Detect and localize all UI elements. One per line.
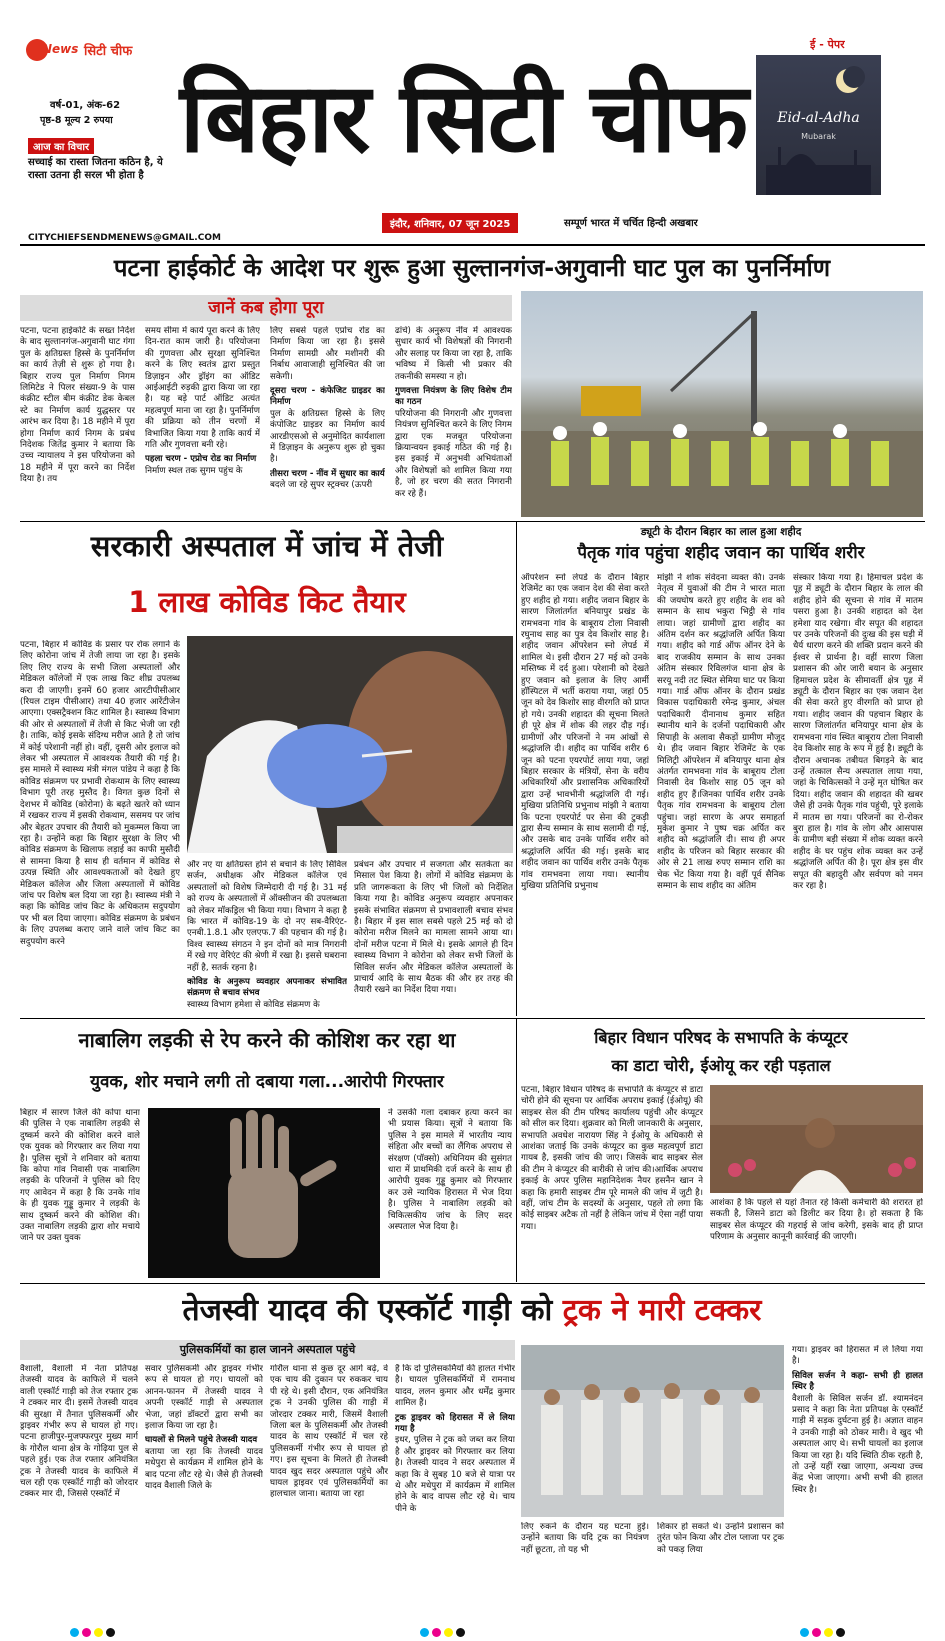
black-dot [456, 1628, 465, 1637]
story5-col2: आशंका है कि पहले से यहां तैनात रहे किसी कर्मचारी की शरारत हो सकती है, जिसने डाटा को डिलीट कर दिया है। हो सकता है कि साइबर सेल कंप्यूटर की गहराई से जांच करेगी, इसके बाद ही प्राप्त परिणाम के अनुसार कानूनी कार्रवाई की जाएगी। [710, 1198, 923, 1243]
story4-headline1: नाबालिग लड़की से रेप करने की कोशिश कर रहा था [78, 1028, 456, 1052]
story6-col1: वैशाली, वैशाली में नेता प्रतिपक्ष तेजस्वी यादव के काफिले में चलने वाली एस्कॉर्ट गाड़ी को तेज रफ्तार ट्रक ने टक्कर मार दी। इसमें तेजस्वी यादव की सुरक्षा में तैनात पुलिसकर्मी और ड्राइवर गंभीर रूप से घायल हो गए। पटना हाजीपुर-मुजफ्फरपुर मुख्य मार्ग के गोरौल थाना क्षेत्र के गोढ़िया पुल से पहले हुई। एक तेज रफ्तार अनियंत्रित ट्रक ने तेजस्वी यादव के काफिले में चल रही एक एस्कॉर्ट गाड़ी को जोरदार टक्कर मार दी, जिससे एस्कॉर्ट में [20, 1364, 138, 1500]
story1-col3-subhead1: दूसरा चरण - कंफेजिट ग्राइडर का निर्माण [270, 386, 385, 408]
magenta-dot [812, 1628, 821, 1637]
bridge-site-illustration [521, 291, 923, 517]
story3-col2: मांझी ने शोक संवेदना व्यक्त की। उनके नेतृत्व में युवाओं की टीम ने भारत माता की जयघोष करते हुए शहीद के शव को सम्मान के साथ भकुरा भिट्ठी से गांव लाया। जहां ग्रामीणों द्वारा शहीद का अंतिम दर्शन कर श्रद्धांजलि अर्पित किया गया। शहीद को गार्ड ऑफ ऑनर देने के बाद राजकीय सम्मान के साथ उनका अंतिम संस्कार रिविलगंज थाना क्षेत्र के सरयू नदी तट स्थित सेमिया घाट पर किया गया। गार्ड ऑफ ऑनर के दौरान प्रखंड विकास पदाधिकारी रमेन्द्र कुमार, अंचल पदाधिकारी दीनानाथ कुमार सहित स्थानीय थाने के दर्जनों पदाधिकारी और सिपाही के अलावा सैकड़ों ग्रामीण मौजूद थे। हीद जवान बिहार रेजिमेंट के एक मिलिट्री ऑपरेशन में बनियापुर थाना क्षेत्र अंतर्गत रामभवना गांव के बाबूराय टोला निवासी देव किशोर साह 05 जून को शहीद हुए हैं।जिनका पार्थिव शरीर उनके पैतृक गांव रामभवना के बाबूराय टोला पहुंचा। जहां सारण के अपर समाहर्ता मुकेश कुमार ने पुष्प चक्र अर्पित कर शहीद को श्रद्धांजलि दी। साथ ही अपर शहीद के परिजन को बिहार सरकार की ओर से 21 लाख रुपए सम्मान राशि का चेक भेंट किया गया है। वहीं पूर्व सैनिक सम्मान के साथ शहीद का अंतिम [657, 573, 785, 891]
hand-illustration [148, 1108, 380, 1278]
hospital-visit-photo [521, 1345, 784, 1517]
assault-hand-photo [148, 1108, 380, 1278]
bridge-site-photo [521, 291, 923, 517]
story5-headline2: का डाटा चोरी, ईओयू कर रही पड़ताल [611, 1056, 831, 1075]
story6-subhead-bar [20, 1340, 515, 1360]
newspaper-title: बिहार सिटी चीफ [179, 61, 747, 174]
chairman-illustration [710, 1085, 923, 1193]
quote-box [28, 135, 170, 185]
story3-col3: संस्कार किया गया है। हिमाचल प्रदेश के पूह में ड्यूटी के दौरान बिहार के लाल की शहीद होने की सूचना से गांव में मातम पसरा हुआ है। उनकी शहादत को देश हमेशा याद रखेगा। वीर सपूत की शहादत पर उनके परिजनों की दुःख की इस घड़ी में धैर्य धारण करने की शक्ति प्रदान करने की ईश्वर से प्रार्थना है। वहीं सारण जिला प्रशासन की ओर जारी बयान के अनुसार हिमाचल प्रदेश के सीमावर्ती क्षेत्र पूह में ड्यूटी के दौरान बिहार का एक जवान देश की सेवा करते हुए वीरगति को प्राप्त हो गया। शहीद जवान की पहचान बिहार के सारण जिलांतर्गत बनियापुर थाना क्षेत्र के रामभवना गांव स्थित बाबूराय टोला निवासी देव किशोर साह के रूप में हुई है। ड्यूटी के दौरान अचानक तबीयत बिगड़ने के बाद उन्हें तत्काल सैन्य अस्पताल लाया गया, जहां के चिकित्सकों ने उन्हें मृत घोषित कर दिया। शहीद जवान की शहादत की खबर जैसे ही उनके पैतृक गांव पहुंची, पूरे इलाके में मातम छा गया। परिजनों का रो-रोकर बुरा हाल है। गांव के लोग और आसपास के ग्रामीण बड़ी संख्या में शोक व्यक्त करने शहीद के घर पहुंच शोक व्यक्त कर उन्हें श्रद्धांजलि अर्पित की है। पूरा क्षेत्र इस वीर सपूत की बहादुरी और सर्वपण को नमन कर रहा है। [793, 573, 923, 891]
registration-marks-left [70, 1622, 118, 1641]
contact-email: CITYCHIEFSENDMENEWS@GMAIL.COM [28, 233, 221, 243]
story5-divider [516, 1019, 517, 1282]
story6-col2: सवार पुलिसकर्मी और ड्राइवर गंभीर रूप से घायल हो गए। घायलों को आनन-फानन में तेजस्वी यादव ने अपनी एस्कॉर्ट गाड़ी से अस्पताल भेजा, जहां डॉक्टरों द्वारा सभी का इलाज किया जा रहा है। घायलों से मिलने पहुंचे तेजस्वी यादव बताया जा रहा कि तेजस्वी यादव मधेपुरा से कार्यक्रम में शामिल होने के बाद पटना लौट रहे थे। जैसे ही तेजस्वी यादव वैशाली जिले के [145, 1364, 263, 1492]
story4-col2: ने उसकी गला दबाकर हत्या करने का भी प्रयास किया। सूत्रों ने बताया कि पुलिस ने इस मामले में भारतीय न्याय संहिता और बच्चों का लैंगिक अपराध से संरक्षण (पॉक्सो) अधिनियम की सुसंगत धारा में प्राथमिकी दर्ज करने के साथ ही आरोपी युवक गुड्डू कुमार को गिरफ्तार कर उसे न्यायिक हिरासत में भेज दिया है। पुलिस ने नाबालिग लड़की को चिकित्सकीय जांच के लिए सदर अस्पताल भेज दिया है। [388, 1108, 512, 1233]
story3-headline: पैतृक गांव पहुंचा शहीद जवान का पार्थिव शरीर [577, 543, 865, 563]
story6-headline [22, 1289, 922, 1333]
story6-subhead: पुलिसकर्मियों का हाल जानने अस्पताल पहुंचे [179, 1343, 356, 1356]
story2-col3: प्रबंधन और उपचार में सजगता और सतर्कता का मिसाल पेश किया है। लोगों में कोविड संक्रमण के प्रति जागरूकता के लिए भी जिलों को निर्देशित किया गया है। कोविड अनुरूप व्यवहार अपनाकर इसके संभावित संक्रमण से प्रभावशाली बचाव संभव है। बिहार में इस साल सबसे पहले 25 मई को दो कोरोना मरीज मिलने का मामला सामने आया था। दोनों मरीज पटना में मिले थे। इसके आगले ही दिन स्वास्थ्य विभाग ने कोरोना को लेकर सभी जिलों के सिविल सर्जन और मेडिकल कॉलेज अस्पतालों के प्राचार्य आदि के साथ बैठक की और हर तरह की तैयारी रखने का निर्देश दिया गया। [354, 860, 513, 996]
story1-col3-subhead2: तीसरा चरण - नींव में सुधार का कार्य [270, 468, 385, 479]
story1-col2: समय सीमा में कार्य पूरा करने के लिए दिन-रात काम जारी है। परियोजना की गुणवत्ता और सुरक्षा सुनिश्चित करने के लिए स्वतंत्र द्वारा प्रस्तुत डिज़ाइन और ड्रॉइंग का ऑडिट आईआईटी रुड़की द्वारा किया जा रहा है। यह बड़े पार्ट ऑडिट अत्यंत महत्वपूर्ण माना जा रहा है। पुनर्निर्माण की प्रक्रिया को तीन चरणों में विभाजित किया गया है ताकि कार्य में गति और गुणवत्ता बनी रहे। पहला चरण - एप्रोच रोड का निर्माण निर्माण स्थल तक सुगम पहुंच के [145, 326, 260, 476]
magenta-dot [432, 1628, 441, 1637]
eid-title: Eid-al-Adha [777, 110, 860, 126]
story6-col5: गया। ड्राइवर को हिरासत में ले लिया गया है। सिविल सर्जन ने कहा- सभी ही हालत स्थिर है वैशाली के सिविल सर्जन डॉ. श्यामनंदन प्रसाद ने कहा कि नेता प्रतिपक्ष के एस्कॉर्ट गाड़ी में सड़क दुर्घटना हुई है। अज्ञात वाहन ने उनकी गाड़ी को ठोकर मारी। वे खुद भी अस्पताल आए थे। सभी घायलों का इलाज किया जा रहा है। यदि स्थिति ठीक रहती है, तो उन्हें यहीं रखा जाएगा, अन्यथा उच्च केंद्र भेजा जाएगा। अभी सभी की हालत स्थिर है। [792, 1345, 923, 1495]
story3-col1: ऑपरेशन स्नो लेपर्ड के दौरान बिहार रेजिमेंट का एक जवान देश की सेवा करते हुए शहीद हो गया। शहीद जवान बिहार के सारण जिलांतर्गत बनियापुर प्रखंड के रामभवना गांव के बाबूराय टोला निवासी रघुनाथ साह का पुत्र देव किशोर साह है। शहीद जवान ऑपरेशन स्नो लेपर्ड में शामिल थे। इसी दौरान 27 मई को उनके मस्तिष्क में दर्द हुआ। परेशानी को देखते हुए जवान को इलाज के लिए आर्मी हॉस्पिटल में भर्ती कराया गया, जहां 05 जून को देव किशोर साह वीरगति को प्राप्त हो गये। उनकी शहादत की सूचना मिलते ही पूरे क्षेत्र में शोक की लहर दौड़ गई। ग्रामीणों और परिजनों ने नम आंखों से श्रद्धांजलि दी। शहीद का पार्थिव शरीर 6 जून को पटना एयरपोर्ट लाया गया, जहां बिहार सरकार के मंत्रियों, सेना के वरीय अधिकारियों और प्रशासनिक अधिकारियों द्वारा उन्हें भावभीनी श्रद्धांजलि दी गई। मुखिया प्रतिनिधि प्रभुनाथ मांझी ने बताया कि पटना एयरपोर्ट पर सेना की टुकड़ी द्वारा सैन्य सम्मान के साथ सलामी दी गई, और उसके बाद उनके पार्थिव शरीर को श्रद्धांजलि अर्पित की गई। इसके बाद शहीद जवान का पार्थिव शरीर उनके पैतृक गांव रामभवना लाया गया। स्थानीय मुखिया प्रतिनिधि प्रभुनाथ [521, 573, 649, 891]
pages-price: पृष्ठ-8 मूल्य 2 रुपया [40, 115, 113, 126]
hospital-visit-illustration [521, 1345, 784, 1517]
story1-col4: ढांचे) के अनुरूप नींव में आवश्यक सुधार कार्य भी विशेषज्ञों की निगरानी और सलाह पर किया जा रहा है, ताकि भविष्य में किसी भी प्रकार की तकनीकी समस्या न हो। गुणवत्ता नियंत्रण के लिए विशेष टीम का गठन परियोजना की निगरानी और गुणवत्ता नियंत्रण सुनिश्चित करने के लिए निगम द्वारा एक मजबूत परियोजना क्रियान्वयन इकाई गठित की गई है। इस इकाई में अनुभवी अभियंताओं और विशेषज्ञों को शामिल किया गया है, जो हर चरण की सतत निगरानी कर रहे हैं। [395, 326, 512, 499]
story1-col1: पटना, पटना हाईकोर्ट के सख्त निर्देश के बाद सुल्तानगंज-अगुवानी घाट गंगा पुल के क्षतिग्रस्त हिस्से के पुनर्निर्माण का कार्य तेज़ी से शुरू हो गया है। बिहार राज्य पुल निर्माण निगम लिमिटेड ने पिलर संख्या-9 के पास कंक्रीट स्टील बीम कंक्रीट डेक केबल स्टे का निर्माण कार्य युद्धस्तर पर आरंभ कर दिया है। 18 महीने में पूरा होगा निर्माण कार्य निगम के प्रबंध निदेशक जितेंद्र कुमार ने बताया कि उच्च न्यायालय ने इस परियोजना को 18 महीने में पूरा करने का निर्देश दिया है। तय [20, 326, 135, 485]
dateline: इंदौर, शनिवार, 07 जून 2025 [382, 213, 518, 233]
story5-rule [20, 1283, 925, 1284]
story1-col4-subhead: गुणवत्ता नियंत्रण के लिए विशेष टीम का गठन [395, 386, 512, 408]
logo-tag: सिटी चीफ [84, 44, 133, 59]
story3-kicker: ड्यूटी के दौरान बिहार का लाल हुआ शहीद [640, 526, 802, 538]
story2-headline2: 1 लाख कोविड किट तैयार [128, 585, 406, 619]
yellow-dot [94, 1628, 103, 1637]
cyan-dot [70, 1628, 79, 1637]
yellow-dot [444, 1628, 453, 1637]
registration-marks-right [800, 1622, 848, 1641]
story5-col1: पटना, बिहार विधान परिषद के सभापति के कंप्यूटर से डाटा चोरी होने की सूचना पर आर्थिक अपराध इकाई (ईओयू) की साइबर सेल की टीम परिषद कार्यालय पहुंची और कंप्यूटर को सील कर दिया। शुक्रवार को मिली जानकारी के अनुसार, सभापति अवधेश नारायण सिंह ने ईओयू के अधिकारी से आशंका जताई कि उनके कंप्यूटर का कुछ महत्वपूर्ण डाटा गायब है, इसकी जांच की जाए। जिसके बाद साइबर सेल की टीम ने कंप्यूटर की बारीकी से जांच की।आर्थिक अपराध इकाई के अपर पुलिस महानिदेशक नैयर हसनैन खान ने कहा कि हमारी साइबर टीम पूरे मामले की जांच में जुटी है। वहीं, जांच टीम के सदस्यों के अनुसार, पहले तो लगा कि कोई साइबर अटैक तो नहीं है लेकिन जांच में ऐसा नहीं पाया गया। [521, 1085, 703, 1232]
volume-info: वर्ष-01, अंक-62 [50, 100, 121, 111]
story1-subhead: जानें कब होगा पूरा [208, 298, 324, 318]
black-dot [106, 1628, 115, 1637]
story6-col4: है कि दो पुलिसकर्मियों की हालत गंभीर है। घायल पुलिसकर्मियों में रामनाथ यादव, ललन कुमार और धर्मेंद्र कुमार शामिल हैं। ट्रक ड्राइवर को हिरासत में ले लिया गया है इधर, पुलिस ने ट्रक को जब्त कर लिया है और ड्राइवर को गिरफ्तार कर लिया है। तेजस्वी यादव ने सदर अस्पताल में कहा कि वे सुबह 10 बजे से यात्रा पर थे और मधेपुरा में कार्यक्रम में शामिल होने के बाद वापस लौट रहे थे। चाय पीने के [395, 1364, 515, 1514]
story4-col1: बिहार में सारण जिले की कोपा थाना की पुलिस ने एक नाबालिग लड़की से दुष्कर्म करने की कोशिश करने वाले एक युवक को गिरफ्तार कर लिया गया है। पुलिस सूत्रों ने शनिवार को बताया कि कोपा गांव निवासी एक नाबालिग लड़की के परिजनों ने पुलिस को दिए गए आवेदन में कहा है कि उनके गांव के ही युवक गुड्डू कुमार ने लड़की के साथ दुष्कर्म करने की कोशिश की। उक्त नाबालिग लड़की द्वारा शोर मचाये जाने पर उक्त युवक [20, 1108, 140, 1244]
story5-headline1: बिहार विधान परिषद के सभापति के कंप्यूटर [594, 1028, 848, 1047]
eid-greeting-card [756, 55, 881, 195]
story6-headline-part2: ट्रक ने मारी टक्कर [562, 1293, 762, 1328]
story6-col4-subhead: ट्रक ड्राइवर को हिरासत में ले लिया गया है [395, 1412, 515, 1435]
story2-col2-subhead: कोविड के अनुरूप व्यवहार अपनाकर संभावित संक्रमण से बचाव संभव [187, 977, 347, 999]
covid-test-illustration [187, 636, 513, 853]
story1-headline: पटना हाईकोर्ट के आदेश पर शुरू हुआ सुल्तानगंज-अगुवानी घाट पुल का पुनर्निर्माण [113, 254, 831, 282]
masthead-rule [20, 244, 925, 246]
story3-divider [516, 521, 517, 1016]
story2-col2: और नए या क्षतिग्रस्त होने से बचाने के लिए सिविल सर्जन, अधीक्षक और मेडिकल कॉलेज एवं अस्पतालों को विशेष जिम्मेदारी दी गई है। 31 मई को राज्य के अस्पतालों में ऑक्सीजन की उपलब्धता को लेकर मॉकड्रिल भी किया गया। विभाग ने कहा है कि भारत में कोविड-19 के दो नए सब-वैरिएंट- एनबी.1.8.1 और एलएफ.7 की पहचान की गई है। विश्व स्वास्थ्य संगठन ने इन दोनों को मात्र निगरानी में रखे गए वेरिएंट की श्रेणी में रखा है। इससे घबराना नहीं है, सतर्क रहना है। कोविड के अनुरूप व्यवहार अपनाकर संभावित संक्रमण से बचाव संभव स्वास्थ्य विभाग हमेशा से कोविड संक्रमण के [187, 860, 347, 1010]
story6-caption-col2: शिकार हो सकते थे। उन्होंने प्रशासन को तुरंत फोन किया और टोल प्लाजा पर ट्रक को पकड़ लिया [657, 1522, 784, 1555]
black-dot [836, 1628, 845, 1637]
story6-headline-part1: तेजस्वी यादव की एस्कॉर्ट गाड़ी को [182, 1293, 563, 1328]
quote-text: सच्चाई का रास्ता जितना कठिन है, ये रास्ता उतना ही सरल भी होता है [28, 157, 163, 181]
story2-col1: पटना, बिहार में कोविड के प्रसार पर रोक लगाने के लिए कोरोना जांच में तेजी लाया जा रहा है। इसके लिए लिए राज्य के सभी जिला अस्पतालों और मेडिकल कॉलेजों में एक लाख किट शीघ्र उपलब्ध करा दी जाएगी। इनमें 60 हजार आरटीपीसीआर (रियल टाइम पीसीआर) तथा 40 हजार आरेंटीजेन आएगा। एक्सट्रैक्शन किट शामिल है। स्वास्थ्य विभाग की ओर से अस्पतालों में तेजी से किट भेजी जा रही है। ताकि, कोई इसके संदिग्ध मरीज आते है तो जांच में कोई परेशानी नहीं हो। वहीं, दूसरी ओर इलाज को लेकर भी अस्पताल में आवश्यक तैयारी की गई है। इस मामले में स्वास्थ्य मंत्री मंगल पांडेय ने कहा है कि कोविड संक्रमण पर प्रभावी रोकथाम के लिए स्वास्थ्य विभाग पूरी तरह मुस्तैद है। विगत कुछ दिनों से देशभर में कोविड (कोरोना) के बढ़ते खतरे को ध्यान में रखकर राज्य में इसकी रोकथाम, ससमय पर जांच और बेहतर उपचार की तैयारी को मुकम्मल किया जा रहा है। उन्होंने कहा कि बिहार सुरक्षा के लिए भी कोविड संक्रमण के खिलाफ लड़ाई का काफी मुस्तैदी से सामना किया है साथ ही वर्तमान में कोविड से उत्पन्न स्थिति और आवश्यकताओं को देखते हुए मेडिकल कॉलेज और जिला अस्पतालों में कोविड जांच पर विशेष बल दिया जा रहा है। स्वास्थ्य मंत्री ने कहा कि कोविड जांच किट के अधिकतम सदुपयोग पर भी बल दिया जाएगा। कोविड संक्रमण के प्रबंधन के लिए उपलब्ध कराए जाने वाले जांच किट का सदुपयोग करने [20, 640, 180, 947]
story6-caption-col1: लिए रुकने के दौरान यह घटना हुई। उन्होंने बताया कि यदि ट्रक का नियंत्रण नहीं छूटता, तो यह भी [521, 1522, 649, 1555]
registration-marks-center [420, 1622, 468, 1641]
story2-headline1: सरकारी अस्पताल में जांच में तेजी [90, 529, 444, 563]
story4-headline2: युवक, शोर मचाने लगी तो दबाया गला...आरोपी गिरफ्तार [90, 1072, 444, 1092]
cyan-dot [800, 1628, 809, 1637]
story1-rule [20, 521, 925, 522]
quote-label: आज का विचार [28, 138, 94, 154]
logo-word: News [42, 42, 79, 56]
council-chairman-photo [710, 1085, 923, 1193]
magenta-dot [82, 1628, 91, 1637]
epaper-label: ई - पेपर [810, 38, 845, 51]
eid-subtitle: Mubarak [801, 132, 836, 141]
story2-rule [20, 1018, 925, 1019]
story6-col5-subhead: सिविल सर्जन ने कहा- सभी ही हालत स्थिर है [792, 1370, 923, 1393]
cyan-dot [420, 1628, 429, 1637]
story1-subhead-bar [20, 295, 512, 321]
story1-col2-subhead: पहला चरण - एप्रोच रोड का निर्माण [145, 454, 257, 465]
yellow-dot [824, 1628, 833, 1637]
tagline: सम्पूर्ण भारत में चर्चित हिन्दी अखबार [564, 218, 698, 229]
logo [26, 36, 176, 64]
story6-col2-subhead: घायलों से मिलने पहुंचे तेजस्वी यादव [145, 1435, 258, 1446]
covid-test-photo [187, 636, 513, 853]
story1-col3: लिए सबसे पहले एप्रोच रोड का निर्माण किया जा रहा है। इससे निर्माण सामग्री और मशीनरी की निर्बाध आवाजाही सुनिश्चित की जा सकेगी। दूसरा चरण - कंफेजिट ग्राइडर का निर्माण पुल के क्षतिग्रस्त हिस्से के लिए कंपोजिट ग्राइडर का निर्माण कार्य आरडीएसओ से अनुमोदित कार्यशाला में डिज़ाइन के अनुरूप शुरू हो चुका है। तीसरा चरण - नींव में सुधार का कार्य बदले जा रहे सुपर स्ट्रक्चर (ऊपरी [270, 326, 385, 491]
story6-col3: गोरौल थाना से कुछ दूर आगे बढ़े, वे एक चाय की दुकान पर रुककर चाय पी रहे थे। इसी दौरान, एक अनियंत्रित ट्रक ने उनकी पुलिस की गाड़ी में जोरदार टक्कर मारी, जिसमें वैशाली जिला बल के पुलिसकर्मी और तेजस्वी यादव के साथ एस्कॉर्ट में चल रहे पुलिसकर्मी गंभीर रूप से घायल हो गए। इस सूचना के मिलते ही तेजस्वी यादव खुद सदर अस्पताल पहुंचे और घायल ड्राइवर एवं पुलिसकर्मियों का हालचाल जाना। बताया जा रहा [270, 1364, 388, 1500]
